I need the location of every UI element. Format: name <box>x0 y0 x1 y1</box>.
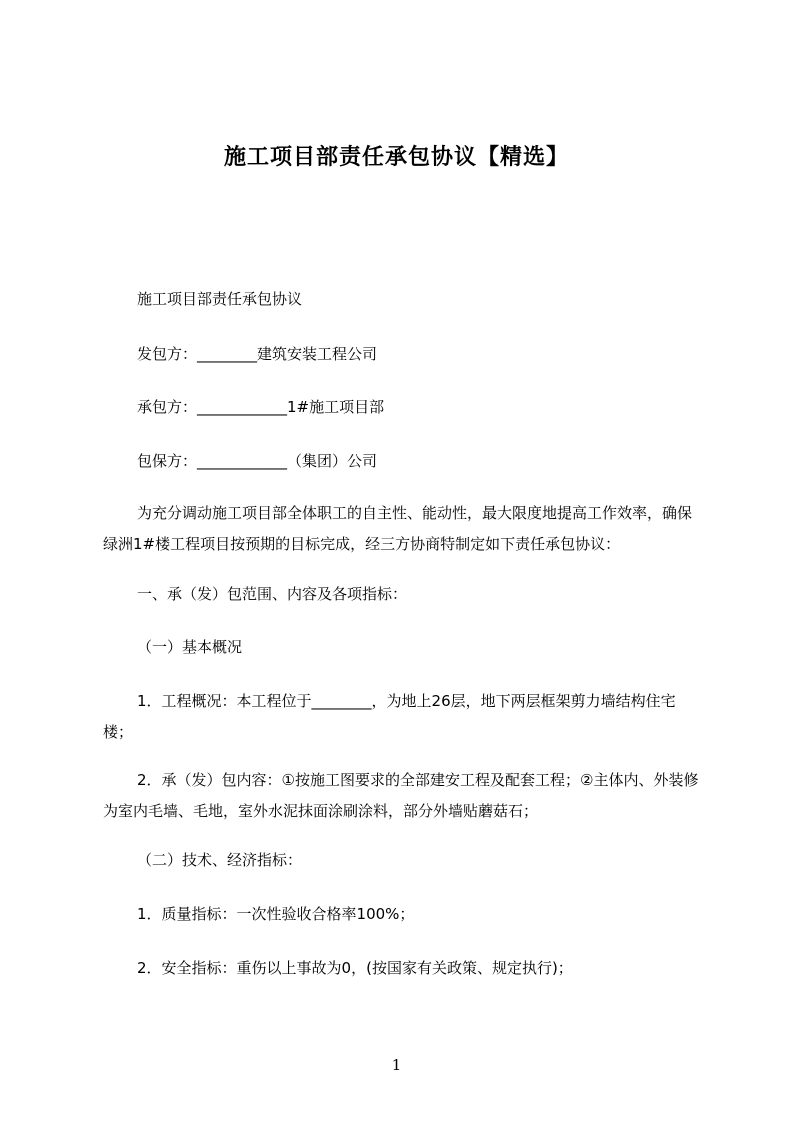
page-number: 1 <box>391 1056 402 1074</box>
document-title: 施工项目部责任承包协议【精选】 <box>223 145 569 170</box>
purpose-paragraph: 为充分调动施工项目部全体职工的自主性、能动性，最大限度地提高工作效率，确保绿洲1#楼工程项目按预期的目标完成，经三方协商特制定如下责任承包协议： <box>103 504 693 553</box>
section-heading-1: 一、承（发）包范围、内容及各项指标： <box>137 585 408 603</box>
subtitle-paragraph: 施工项目部责任承包协议 <box>137 290 303 308</box>
contract-content-paragraph: 2．承（发）包内容：①按施工图要求的全部建安工程及配套工程；②主体内、外装修为室内毛墙、毛地，室外水泥抹面涂刷涂料，部分外墙贴蘑菇石； <box>103 771 699 820</box>
contract-issuer-line: 发包方：________建筑安装工程公司 <box>137 345 378 363</box>
contractor-line: 承包方：____________1#施工项目部 <box>137 398 385 416</box>
project-overview-paragraph: 1．工程概况：本工程位于________，为地上26层，地下两层框架剪力墙结构住宅楼； <box>103 692 676 741</box>
subsection-heading-indicators: （二）技术、经济指标： <box>137 851 303 869</box>
subsection-heading-basic: （一）基本概况 <box>137 638 243 656</box>
guarantor-line: 包保方：____________（集团）公司 <box>137 452 378 470</box>
safety-indicator-paragraph: 2．安全指标：重伤以上事故为0，(按国家有关政策、规定执行)； <box>137 959 573 977</box>
quality-indicator-paragraph: 1．质量指标：一次性验收合格率100%； <box>137 905 415 923</box>
